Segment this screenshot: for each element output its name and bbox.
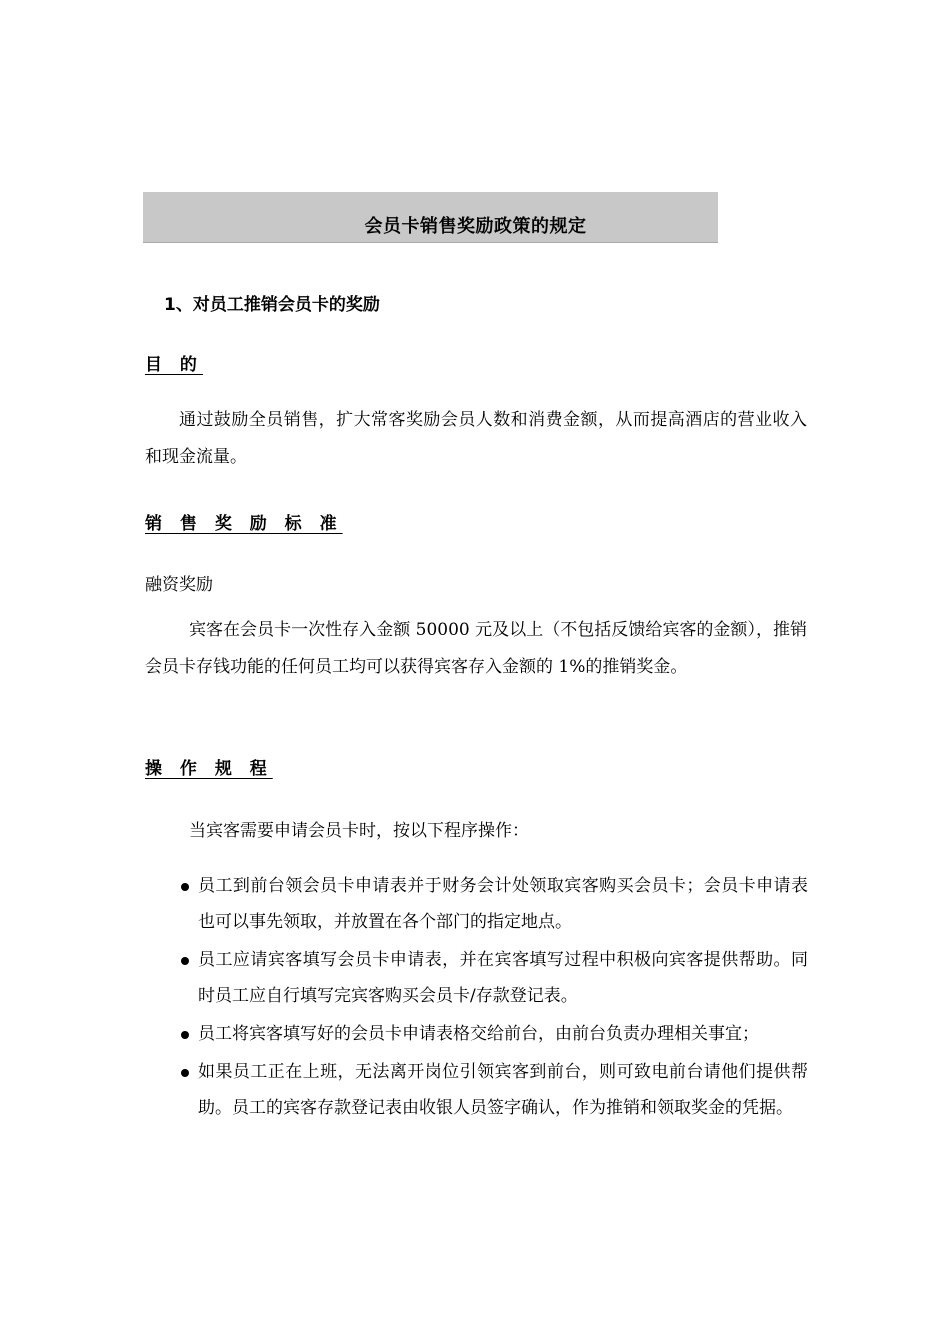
reward-standard-heading: 销 售 奖 励 标 准 xyxy=(145,514,343,534)
bullet-icon xyxy=(181,883,189,891)
list-item-text: 员工将宾客填写好的会员卡申请表格交给前台，由前台负责办理相关事宜； xyxy=(198,1024,759,1044)
section-title: 1、对员工推销会员卡的奖励 xyxy=(164,295,380,315)
financing-reward-subheading: 融资奖励 xyxy=(145,575,213,595)
list-item-text: 员工到前台领会员卡申请表并于财务会计处领取宾客购买会员卡；会员卡申请表也可以事先领取，并放置在各个部门的指定地点。 xyxy=(198,876,808,932)
list-item xyxy=(176,942,808,1014)
procedure-intro: 当宾客需要申请会员卡时，按以下程序操作： xyxy=(189,821,529,841)
list-item xyxy=(176,868,808,940)
bullet-icon xyxy=(181,957,189,965)
bullet-icon xyxy=(181,1031,189,1039)
page-title: 会员卡销售奖励政策的规定 xyxy=(364,216,587,237)
purpose-paragraph: 通过鼓励全员销售，扩大常客奖励会员人数和消费金额，从而提高酒店的营业收入和现金流量。 xyxy=(145,410,807,467)
procedure-heading: 操 作 规 程 xyxy=(145,759,273,779)
title-banner xyxy=(143,192,718,243)
financing-reward-paragraph: 宾客在会员卡一次性存入金额 50000 元及以上（不包括反馈给宾客的金额），推销会员卡存钱功能的任何员工均可以获得宾客存入金额的 1%的推销奖金。 xyxy=(145,620,807,677)
procedure-steps-list xyxy=(176,868,808,1128)
purpose-heading: 目 的 xyxy=(145,355,203,375)
list-item xyxy=(176,1016,808,1052)
list-item xyxy=(176,1054,808,1126)
list-item-text: 员工应请宾客填写会员卡申请表，并在宾客填写过程中积极向宾客提供帮助。同时员工应自行填写完宾客购买会员卡/存款登记表。 xyxy=(198,950,808,1006)
bullet-icon xyxy=(181,1069,189,1077)
list-item-text: 如果员工正在上班，无法离开岗位引领宾客到前台，则可致电前台请他们提供帮助。员工的宾客存款登记表由收银人员签字确认，作为推销和领取奖金的凭据。 xyxy=(198,1062,808,1118)
